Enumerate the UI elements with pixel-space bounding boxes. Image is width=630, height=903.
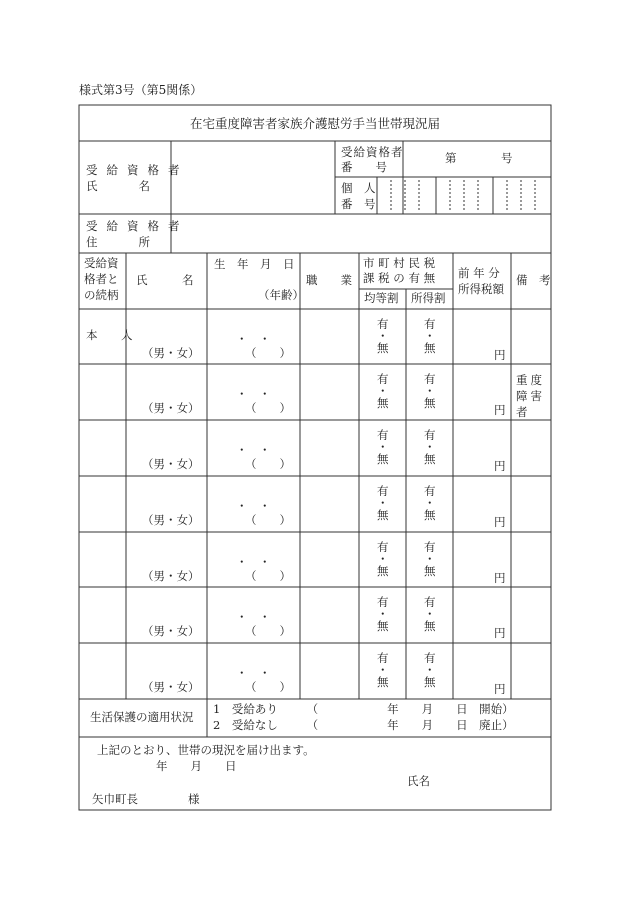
row-job-field[interactable] <box>301 365 359 395</box>
row-job-field[interactable] <box>301 310 359 340</box>
row-shotoku-yes: 有 <box>424 651 436 665</box>
recipient-address-label-1: 受給資格者 <box>86 219 189 233</box>
row-yen-unit: 円 <box>494 348 506 362</box>
row-kintou-dot: ・ <box>377 552 389 566</box>
row-kintou-no: 無 <box>377 452 389 466</box>
row-shotoku-yes: 有 <box>424 484 436 498</box>
row-shotoku-no: 無 <box>424 396 436 410</box>
mayor-sama: 様 <box>188 792 200 806</box>
row-income-field[interactable] <box>454 365 510 395</box>
header-birth-1: 生 年 月 日 <box>214 257 295 271</box>
row-sex: （男・女） <box>142 569 200 583</box>
row-kintou-dot: ・ <box>377 607 389 621</box>
row-shotoku-no: 無 <box>424 619 436 633</box>
recipient-number-label-2: 番 号 <box>341 160 387 174</box>
row-yen-unit: 円 <box>494 682 506 696</box>
row-name-field[interactable] <box>127 588 207 618</box>
row-kintou-no: 無 <box>377 508 389 522</box>
row-job-field[interactable] <box>301 421 359 451</box>
row-kintou-no: 無 <box>377 396 389 410</box>
row-kintou-dot: ・ <box>377 496 389 510</box>
header-remarks: 備 考 <box>516 273 551 287</box>
header-tax-2: 課 税 の 有 無 <box>363 271 436 285</box>
recipient-number-label-1: 受給資格者 <box>341 145 404 159</box>
row-income-field[interactable] <box>454 421 510 451</box>
recipient-number-dai: 第 <box>445 151 457 165</box>
signature-name-label: 氏名 <box>407 774 430 788</box>
row-sex: （男・女） <box>142 624 200 638</box>
row-sex: （男・女） <box>142 680 200 694</box>
row-kintou-yes: 有 <box>377 484 389 498</box>
row-income-field[interactable] <box>454 533 510 563</box>
row-shotoku-yes: 有 <box>424 540 436 554</box>
statement: 上記のとおり、世帯の現況を届け出ます。 <box>97 743 315 757</box>
row-job-field[interactable] <box>301 588 359 618</box>
row-birth-dots: ・ ・ <box>236 332 271 346</box>
welfare-label: 生活保護の適用状況 <box>90 710 194 724</box>
welfare-line-2[interactable]: 2 受給なし （ 年 月 日 廃止） <box>213 718 514 732</box>
row-age: （ ） <box>245 624 291 638</box>
recipient-address-label-2: 住 所 <box>86 235 156 249</box>
personal-number-label-2: 番 号 <box>341 197 376 211</box>
row-shotoku-dot: ・ <box>424 552 436 566</box>
row-age: （ ） <box>245 401 291 415</box>
row-shotoku-no: 無 <box>424 341 436 355</box>
recipient-address-field[interactable] <box>172 215 550 252</box>
row-income-field[interactable] <box>454 477 510 507</box>
row-job-field[interactable] <box>301 533 359 563</box>
row-age: （ ） <box>245 457 291 471</box>
recipient-number-go: 号 <box>501 151 513 165</box>
row-kintou-yes: 有 <box>377 428 389 442</box>
row-yen-unit: 円 <box>494 571 506 585</box>
row-yen-unit: 円 <box>494 403 506 417</box>
personal-number-field[interactable] <box>378 178 550 213</box>
row-income-field[interactable] <box>454 310 510 340</box>
header-tax-sub-1: 均等割 <box>364 291 399 305</box>
form-number: 様式第3号（第5関係） <box>79 83 203 97</box>
row-kintou-dot: ・ <box>377 663 389 677</box>
row-kintou-dot: ・ <box>377 329 389 343</box>
recipient-name-label-1: 受給資格者 <box>86 163 189 177</box>
header-tax-sub-2: 所得割 <box>411 291 446 305</box>
row-kintou-yes: 有 <box>377 372 389 386</box>
row-age: （ ） <box>245 346 291 360</box>
recipient-name-field[interactable] <box>172 142 334 213</box>
row-shotoku-no: 無 <box>424 508 436 522</box>
row-shotoku-dot: ・ <box>424 496 436 510</box>
row-name-field[interactable] <box>127 310 207 340</box>
row-shotoku-dot: ・ <box>424 440 436 454</box>
mayor-label: 矢巾町長 <box>92 792 138 806</box>
welfare-line-1[interactable]: 1 受給あり （ 年 月 日 開始） <box>213 702 514 716</box>
row-shotoku-no: 無 <box>424 452 436 466</box>
row-sex: （男・女） <box>142 457 200 471</box>
date-line[interactable]: 年 月 日 <box>156 759 237 773</box>
row-name-field[interactable] <box>127 477 207 507</box>
row-name-field[interactable] <box>127 533 207 563</box>
row-shotoku-no: 無 <box>424 564 436 578</box>
row-birth-dots: ・ ・ <box>236 555 271 569</box>
row-kintou-dot: ・ <box>377 384 389 398</box>
row-name-field[interactable] <box>127 421 207 451</box>
row-shotoku-yes: 有 <box>424 372 436 386</box>
header-tax-1: 市 町 村 民 税 <box>363 256 436 270</box>
header-name: 氏 名 <box>136 273 194 287</box>
row-birth-dots: ・ ・ <box>236 387 271 401</box>
row-sex: （男・女） <box>142 513 200 527</box>
recipient-name-label-2: 氏 名 <box>86 179 156 193</box>
header-relation-1: 受給資 <box>84 256 119 270</box>
row-kintou-no: 無 <box>377 564 389 578</box>
row-age: （ ） <box>245 513 291 527</box>
row-job-field[interactable] <box>301 644 359 674</box>
row-yen-unit: 円 <box>494 626 506 640</box>
row-shotoku-dot: ・ <box>424 329 436 343</box>
row-remark: 重度障害者 <box>516 373 545 419</box>
row-yen-unit: 円 <box>494 515 506 529</box>
row-kintou-no: 無 <box>377 341 389 355</box>
row-shotoku-yes: 有 <box>424 428 436 442</box>
row-birth-dots: ・ ・ <box>236 499 271 513</box>
row-kintou-no: 無 <box>377 675 389 689</box>
header-income-2: 所得税額 <box>458 282 504 296</box>
header-job: 職 業 <box>306 273 352 287</box>
row-name-field[interactable] <box>127 365 207 395</box>
row-name-field[interactable] <box>127 644 207 674</box>
header-relation-2: 格者と <box>84 272 119 286</box>
row-shotoku-dot: ・ <box>424 384 436 398</box>
row-shotoku-no: 無 <box>424 675 436 689</box>
row-kintou-yes: 有 <box>377 651 389 665</box>
row-job-field[interactable] <box>301 477 359 507</box>
row-shotoku-dot: ・ <box>424 607 436 621</box>
recipient-number-field[interactable] <box>404 142 550 176</box>
row-relation: 本 人 <box>86 328 139 342</box>
header-relation-3: の続柄 <box>84 288 119 302</box>
row-kintou-no: 無 <box>377 619 389 633</box>
row-birth-dots: ・ ・ <box>236 666 271 680</box>
row-sex: （男・女） <box>142 346 200 360</box>
row-shotoku-yes: 有 <box>424 317 436 331</box>
row-income-field[interactable] <box>454 644 510 674</box>
row-birth-dots: ・ ・ <box>236 610 271 624</box>
row-yen-unit: 円 <box>494 459 506 473</box>
row-birth-dots: ・ ・ <box>236 443 271 457</box>
row-shotoku-yes: 有 <box>424 595 436 609</box>
header-income-1: 前 年 分 <box>458 266 500 280</box>
header-birth-2: （年齢） <box>258 288 304 302</box>
row-kintou-yes: 有 <box>377 317 389 331</box>
form-title: 在宅重度障害者家族介護慰労手当世帯現況届 <box>189 116 440 131</box>
row-kintou-yes: 有 <box>377 595 389 609</box>
row-kintou-dot: ・ <box>377 440 389 454</box>
row-age: （ ） <box>245 680 291 694</box>
row-kintou-yes: 有 <box>377 540 389 554</box>
row-shotoku-dot: ・ <box>424 663 436 677</box>
row-sex: （男・女） <box>142 401 200 415</box>
row-age: （ ） <box>245 569 291 583</box>
row-income-field[interactable] <box>454 588 510 618</box>
personal-number-label-1: 個 人 <box>341 181 376 195</box>
